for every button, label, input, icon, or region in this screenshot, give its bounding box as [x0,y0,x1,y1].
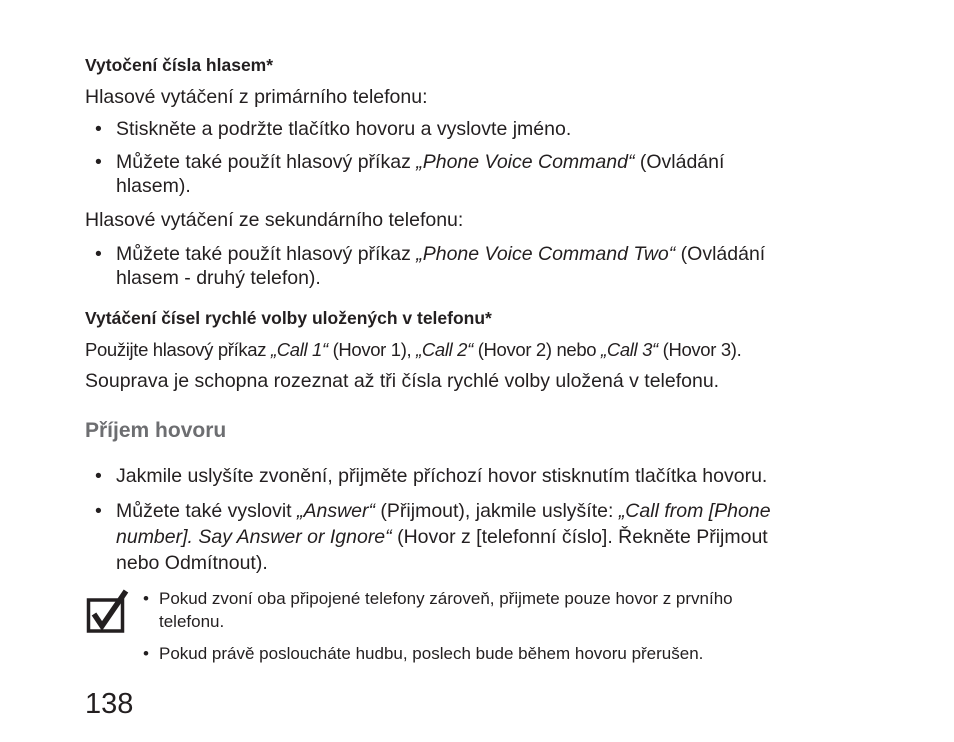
bullet-icon: • [95,500,102,522]
manual-page: Vytočení čísla hlasem* Hlasové vytáčení z primárního telefonu: • Stiskněte a podržte tlačítko hovoru a vyslovte jméno. • Můžete také použít hlasový příkaz „Phone Voice Command“ (Ovládání hlasem). Hlasové vytáčení ze sekundárního telefonu: • Můžete také použít hlasový příkaz „Phone Voice Command Two“ (Ovládání hlasem - druhý telefon). Vytáčení čísel rychlé volby uložených v telefonu* Použijte hlasový příkaz „Call 1“ (Hovor 1), „Call 2“ (Hovor 2) nebo „Call 3“ (Hovor 3). Souprava je schopna rozeznat až tři čísla rychlé volby uložená v telefonu. Příjem hovoru • Jakmile uslyšíte zvonění, přijměte příchozí hovor stisknutím tlačítka hovoru. • Můžete také vyslovit „Answer“ (Přijmout), jakmile uslyšíte: „Call from [Phone number]. Say Answer or Ignore“ (Hovor z [telefonní číslo]. Řekněte Přijmout nebo Odmítnout). • Pokud zvoní oba připojené telefony zároveň, přijmete pouze hovor z prvního telefonu. • Pokud právě posloucháte hudbu, poslech bude během hovoru přerušen. 138 [85,55,771,720]
primary-phone-intro: Hlasové vytáčení z primárního telefonu: [85,86,428,108]
list-item-continuation: number]. Say Answer or Ignore“ (Hovor z [telefonní číslo]. Řekněte Přijmout [116,526,768,548]
bullet-icon: • [143,644,149,663]
bullet-icon: • [143,589,149,608]
bullet-icon: • [95,118,102,140]
voice-command: „Phone Voice Command“ [416,151,635,173]
list-item-continuation: hlasem - druhý telefon). [116,267,321,289]
heading-speed-dial: Vytáčení čísel rychlé volby uložených v telefonu* [85,308,492,328]
section-title-receive-call: Příjem hovoru [85,419,227,442]
secondary-phone-intro: Hlasové vytáčení ze sekundárního telefonu: [85,209,464,231]
bullet-icon: • [95,151,102,173]
heading-voice-dial: Vytočení čísla hlasem* [85,55,274,75]
speed-dial-instruction: Použijte hlasový příkaz „Call 1“ (Hovor 1), „Call 2“ (Hovor 2) nebo „Call 3“ (Hovor 3). [85,339,742,360]
note-continuation: telefonu. [159,612,225,631]
speed-dial-info: Souprava je schopna rozeznat až tři čísla rychlé volby uložená v telefonu. [85,370,720,392]
list-item-continuation: hlasem). [116,175,191,197]
voice-command: „Phone Voice Command Two“ [416,243,676,265]
list-item-continuation: nebo Odmítnout). [116,552,268,574]
checkbox-note-icon [86,588,130,634]
bullet-icon: • [95,465,102,487]
bullet-icon: • [95,243,102,265]
page-number: 138 [85,688,134,720]
